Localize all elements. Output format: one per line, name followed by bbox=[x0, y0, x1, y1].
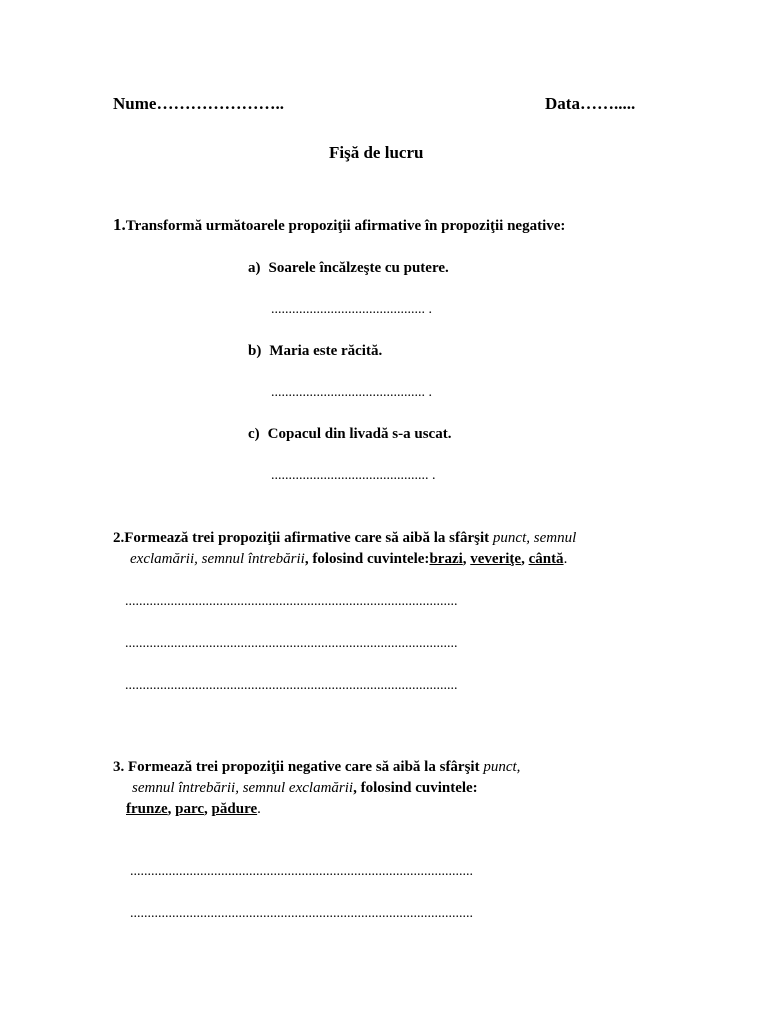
separator: , bbox=[167, 801, 176, 817]
exercise-2-answer-line-1[interactable]: ............................................................................................... bbox=[125, 594, 458, 609]
item-label: b) bbox=[248, 343, 262, 359]
word-canta: cântă bbox=[528, 551, 564, 567]
exercise-1-instruction bbox=[113, 215, 565, 235]
exercise-2-instruction-line1 bbox=[113, 530, 576, 547]
exercise-1-text: Transformă următoarele propoziţii afirmative în propoziţii negative: bbox=[125, 218, 566, 234]
exercise-1-item-b bbox=[248, 343, 382, 360]
separator: , bbox=[462, 551, 471, 567]
item-text: Soarele încălzeşte cu putere. bbox=[268, 260, 449, 276]
date-field-label: Data……..... bbox=[545, 94, 636, 113]
exercise-3-words-line bbox=[126, 801, 261, 818]
exercise-2-instruction-line2 bbox=[130, 551, 567, 568]
answer-line-b[interactable]: ............................................ . bbox=[271, 385, 432, 400]
exercise-3-instruction-line1 bbox=[113, 759, 520, 776]
exercise-3-answer-line-1[interactable]: .................................................................................................. bbox=[130, 864, 473, 879]
exercise-3-text: 3. Formează trei propoziţii negative care să aibă la sfârşit bbox=[113, 759, 484, 775]
item-text: Copacul din livadă s-a uscat. bbox=[267, 426, 452, 442]
answer-line-a[interactable]: ............................................ . bbox=[271, 302, 432, 317]
exercise-3-text: , folosind cuvintele: bbox=[353, 780, 478, 796]
exercise-2-italic: punct, semnul bbox=[492, 530, 577, 546]
page-title: Fişă de lucru bbox=[329, 143, 424, 162]
item-label: a) bbox=[248, 260, 261, 276]
exercise-1-item-a bbox=[248, 260, 449, 277]
separator: , bbox=[204, 801, 212, 817]
period: . bbox=[257, 801, 261, 817]
exercise-3-italic: semnul întrebării, semnul exclamării bbox=[132, 780, 354, 796]
item-text: Maria este răcită. bbox=[269, 343, 383, 359]
answer-line-c[interactable]: ............................................. . bbox=[271, 468, 436, 483]
exercise-1-item-c bbox=[248, 426, 451, 443]
name-field-label: Nume………………….. bbox=[113, 94, 284, 113]
exercise-3-italic: punct, bbox=[483, 759, 521, 775]
exercise-2-answer-line-3[interactable]: ............................................................................................... bbox=[125, 678, 458, 693]
exercise-3-instruction-line2 bbox=[132, 780, 478, 797]
period: . bbox=[563, 551, 568, 567]
word-veverite: veveriţe bbox=[470, 551, 522, 567]
separator: , bbox=[521, 551, 529, 567]
exercise-2-answer-line-2[interactable]: ............................................................................................... bbox=[125, 636, 458, 651]
word-frunze: frunze bbox=[126, 801, 168, 817]
exercise-2-italic: exclamării, semnul întrebării bbox=[130, 551, 305, 567]
word-brazi: brazi bbox=[429, 551, 463, 567]
item-label: c) bbox=[248, 426, 260, 442]
exercise-2-text: 2.Formează trei propoziţii afirmative care să aibă la sfârşit bbox=[113, 530, 493, 546]
word-parc: parc bbox=[175, 801, 205, 817]
exercise-3-answer-line-2[interactable]: .................................................................................................. bbox=[130, 906, 473, 921]
word-padure: pădure bbox=[211, 801, 258, 817]
exercise-1-number: 1. bbox=[113, 215, 126, 234]
exercise-2-text: , folosind cuvintele: bbox=[304, 551, 430, 567]
